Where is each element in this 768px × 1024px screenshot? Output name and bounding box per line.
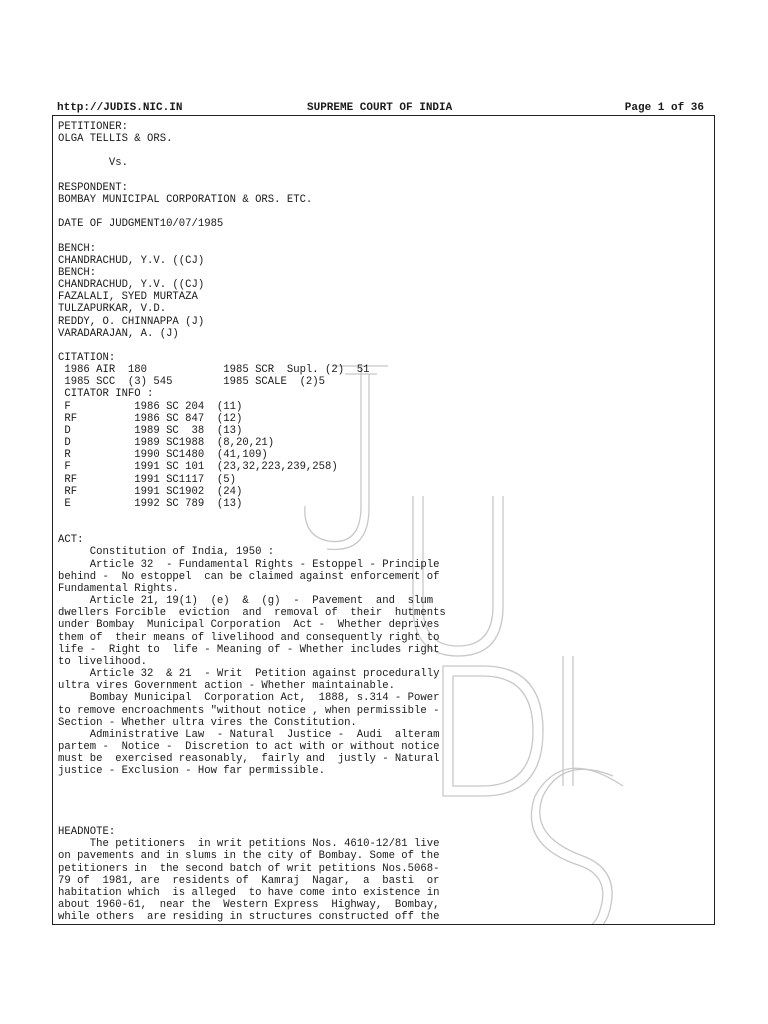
text-line: PETITIONER: [58,121,128,133]
judgment-body-text [58,121,708,923]
text-line: about 1960-61, near the Western Express Highway, Bombay, [58,899,440,911]
text-line: Vs. [58,157,128,170]
text-line: D 1989 SC 38 (13) [58,424,243,437]
text-line: habitation which is alleged to have come into existence in [58,886,440,899]
text-line: life - Right to life - Meaning of - Whether includes right [58,643,440,656]
text-line: on pavements and in slums in the city of Bombay. Some of the [58,850,440,863]
text-line: must be exercised reasonably, fairly and justly - Natural [58,753,440,766]
text-line: D 1989 SC1988 (8,20,21) [58,437,275,450]
text-line: R 1990 SC1480 (41,109) [58,449,268,462]
text-line: RF 1986 SC 847 (12) [58,412,243,425]
text-line: RF 1991 SC1117 (5) [58,473,237,486]
text-line: OLGA TELLIS & ORS. [58,133,173,146]
text-line: to remove encroachments "without notice , when permissible - [58,704,440,717]
text-line: FAZALALI, SYED MURTAZA [58,291,198,304]
text-line: Article 32 - Fundamental Rights - Estoppel - Principle [58,558,440,571]
text-line: 79 of 1981, are residents of Kamraj Nagar, a basti or [58,874,440,887]
text-line: Article 32 & 21 - Writ Petition against procedurally [58,668,440,681]
text-line: RF 1991 SC1902 (24) [58,485,243,498]
text-line: BOMBAY MUNICIPAL CORPORATION & ORS. ETC. [58,193,313,206]
text-line: CITATOR INFO : [58,388,154,401]
text-line: TULZAPURKAR, V.D. [58,303,167,316]
text-line: 1985 SCC (3) 545 1985 SCALE (2)5 [58,376,326,389]
text-line: F 1991 SC 101 (23,32,223,239,258) [58,461,338,474]
judgment-frame [52,115,715,925]
text-line: RESPONDENT: [58,181,128,194]
text-line: BENCH: [58,242,97,255]
text-line: CHANDRACHUD, Y.V. ((CJ) [58,279,205,292]
text-line: behind - No estoppel can be claimed against enforcement of [58,570,440,583]
text-line: partem - Notice - Discretion to act with or without notice [58,740,440,753]
text-line: Fundamental Rights. [58,582,179,595]
text-line: The petitioners in writ petitions Nos. 4610-12/81 live [58,838,440,851]
text-line: Administrative Law - Natural Justice - Audi alteram [58,728,440,741]
court-name: SUPREME COURT OF INDIA [307,102,453,114]
text-line: while others are residing in structures constructed off the [58,911,440,924]
text-line: F 1986 SC 204 (11) [58,400,243,413]
text-line: ultra vires Government action - Whether maintainable. [58,680,395,693]
source-url: http://JUDIS.NIC.IN [57,102,183,114]
text-line: HEADNOTE: [58,826,116,839]
text-line: petitioners in the second batch of writ petitions Nos.5068- [58,862,440,875]
text-line: CHANDRACHUD, Y.V. ((CJ) [58,254,205,267]
text-line: BENCH: [58,266,97,279]
text-line: E 1992 SC 789 (13) [58,497,243,510]
text-line: Bombay Municipal Corporation Act, 1888, s.314 - Power [58,692,440,705]
text-line: Article 21, 19(1) (e) & (g) - Pavement and slum [58,595,434,608]
text-line: dwellers Forcible eviction and removal of their hutments [58,607,446,620]
text-line: under Bombay Municipal Corporation Act - Whether deprives [58,619,440,632]
text-line: DATE OF JUDGMENT10/07/1985 [58,218,224,231]
text-line: ACT: [58,534,84,547]
text-line: them of their means of livelihood and consequently right to [58,631,440,644]
text-line: justice - Exclusion - How far permissible. [58,765,326,778]
text-line: 1986 AIR 180 1985 SCR Supl. (2) 51 [58,364,370,377]
text-line: REDDY, O. CHINNAPPA (J) [58,315,205,328]
text-line: Constitution of India, 1950 : [58,546,275,559]
text-line: CITATION: [58,351,116,364]
text-line: to livelihood. [58,655,148,668]
page-header [57,101,716,115]
text-line: Section - Whether ultra vires the Constitution. [58,716,357,729]
text-line: VARADARAJAN, A. (J) [58,327,179,340]
page-number: Page 1 of 36 [624,102,704,114]
